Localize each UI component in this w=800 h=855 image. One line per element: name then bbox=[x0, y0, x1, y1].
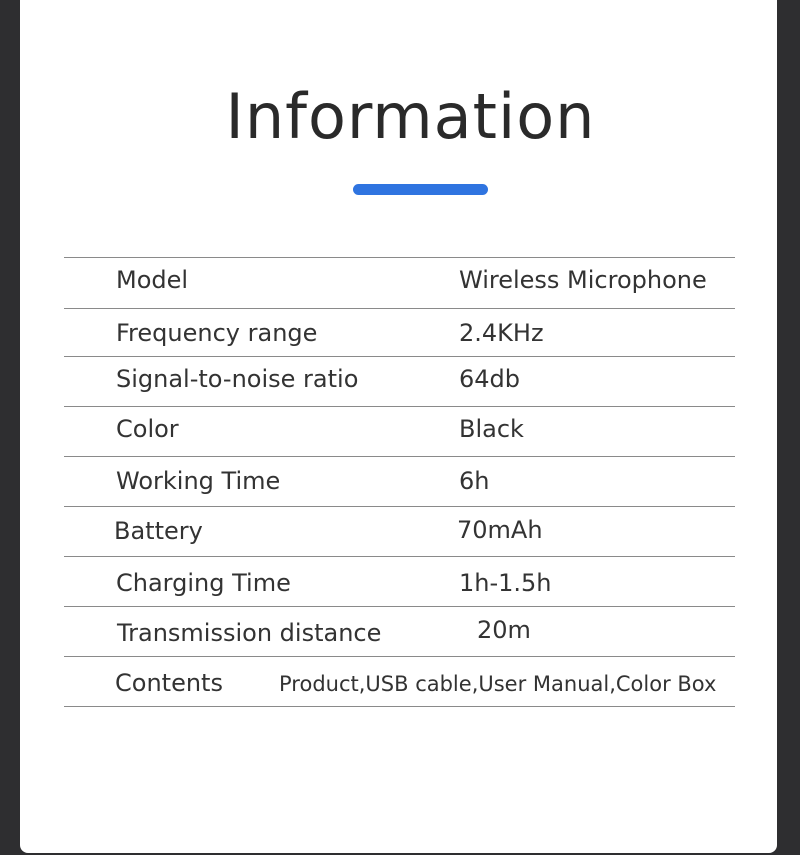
info-card bbox=[20, 0, 777, 853]
spec-label: Battery bbox=[114, 517, 203, 545]
spec-row-working-time bbox=[64, 457, 735, 507]
spec-row-model bbox=[64, 258, 735, 309]
spec-row-transmission bbox=[64, 607, 735, 657]
spec-row-snr bbox=[64, 357, 735, 407]
spec-label: Model bbox=[116, 266, 189, 294]
spec-table bbox=[64, 257, 735, 707]
spec-label: Color bbox=[116, 415, 179, 443]
spec-label: Charging Time bbox=[116, 569, 291, 597]
title-underline bbox=[353, 184, 488, 195]
spec-row-color bbox=[64, 407, 735, 457]
spec-value: 64db bbox=[459, 365, 521, 393]
spec-label: Signal-to-noise ratio bbox=[116, 365, 359, 393]
spec-value: 2.4KHz bbox=[459, 319, 544, 347]
spec-value: 20m bbox=[477, 616, 531, 644]
spec-value: 6h bbox=[459, 467, 490, 495]
spec-row-battery bbox=[64, 507, 735, 557]
spec-label: Contents bbox=[115, 669, 223, 697]
spec-row-charging-time bbox=[64, 557, 735, 607]
page-title: Information bbox=[225, 80, 596, 153]
spec-label: Frequency range bbox=[116, 319, 318, 347]
spec-value: Product,USB cable,User Manual,Color Box bbox=[279, 672, 717, 696]
spec-value: 70mAh bbox=[457, 516, 543, 544]
spec-value: Black bbox=[459, 415, 524, 443]
spec-row-contents bbox=[64, 657, 735, 707]
spec-value: 1h-1.5h bbox=[459, 569, 552, 597]
spec-label: Transmission distance bbox=[117, 619, 382, 647]
spec-value: Wireless Microphone bbox=[459, 266, 707, 294]
spec-label: Working Time bbox=[116, 467, 281, 495]
spec-row-frequency bbox=[64, 309, 735, 357]
